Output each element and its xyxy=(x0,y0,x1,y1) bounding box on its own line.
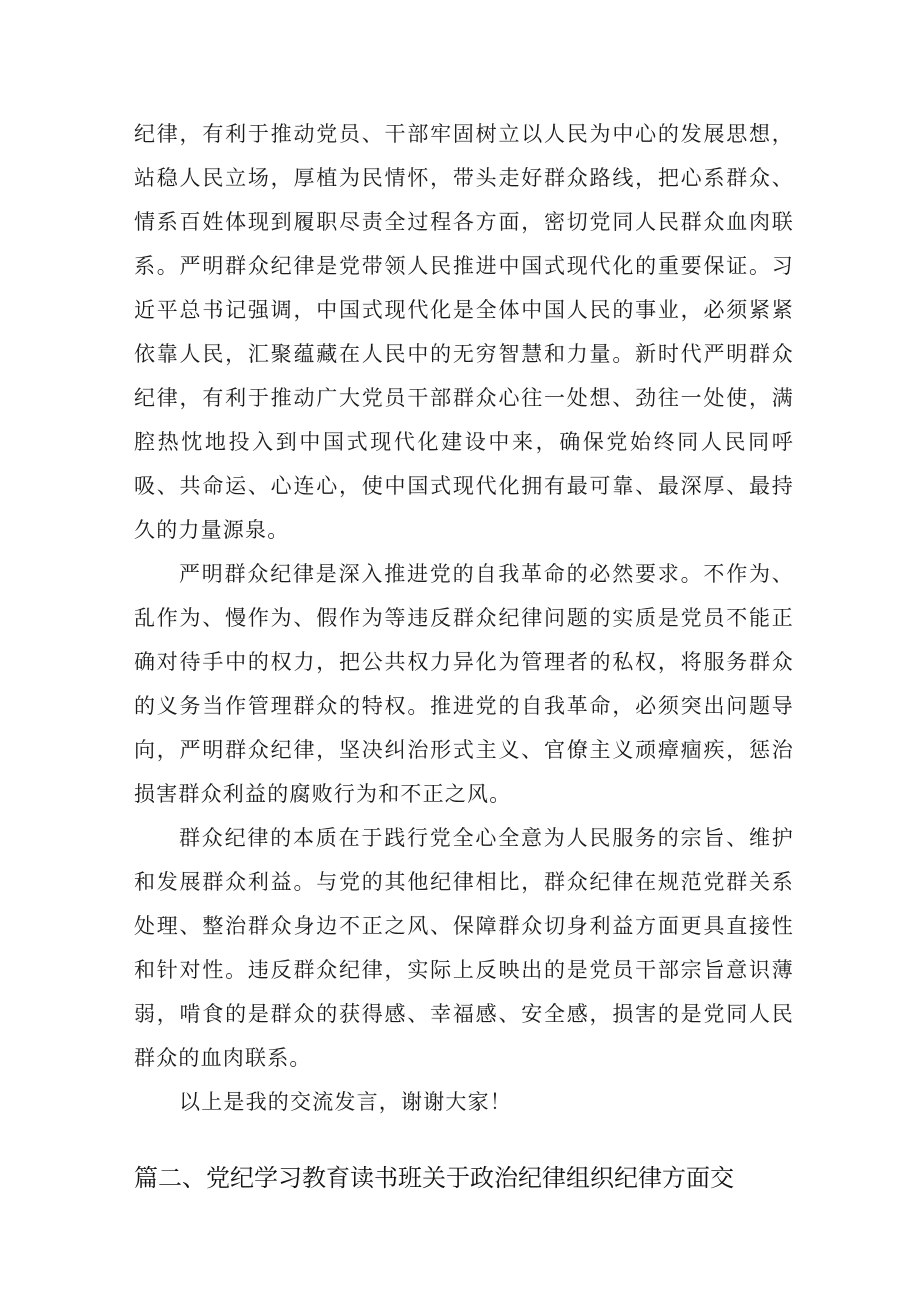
closing-remark: 以上是我的交流发言，谢谢大家！ xyxy=(179,1090,512,1114)
body-paragraph-continued: 纪律，有利于推动党员、干部牢固树立以人民为中心的发展思想，站稳人民立场，厚植为民情怀，带头走好群众路线，把心系群众、情系百姓体现到履职尽责全过程各方面，密切党同人民群众血肉联系。严明群众纪律是党带领人民推进中国式现代化的重要保证。习近平总书记强调，中国式现代化是全体中国人民的事业，必须紧紧依靠人民，汇聚蕴藏在人民中的无穷智慧和力量。新时代严明群众纪律，有利于推动广大党员干部群众心往一处想、劲往一处使，满腔热忱地投入到中国式现代化建设中来，确保党始终同人民同呼吸、共命运、心连心，使中国式现代化拥有最可靠、最深厚、最持久的力量源泉。 xyxy=(134,122,794,542)
section-heading: 篇二、党纪学习教育读书班关于政治纪律组织纪律方面交 xyxy=(134,1164,734,1192)
body-paragraph-essence: 群众纪律的本质在于践行党全心全意为人民服务的宗旨、维护和发展群众利益。与党的其他纪律相比，群众纪律在规范党群关系处理、整治群众身边不正之风、保障群众切身利益方面更具直接性和针对性。违反群众纪律，实际上反映出的是党员干部宗旨意识薄弱，啃食的是群众的获得感、幸福感、安全感，损害的是党同人民群众的血肉联系。 xyxy=(134,826,794,1070)
document-body xyxy=(134,112,794,1124)
body-paragraph-self-revolution: 严明群众纪律是深入推进党的自我革命的必然要求。不作为、乱作为、慢作为、假作为等违反群众纪律问题的实质是党员不能正确对待手中的权力，把公共权力异化为管理者的私权，将服务群众的义务当作管理群众的特权。推进党的自我革命，必须突出问题导向，严明群众纪律，坚决纠治形式主义、官僚主义顽瘴痼疾，惩治损害群众利益的腐败行为和不正之风。 xyxy=(134,562,794,806)
